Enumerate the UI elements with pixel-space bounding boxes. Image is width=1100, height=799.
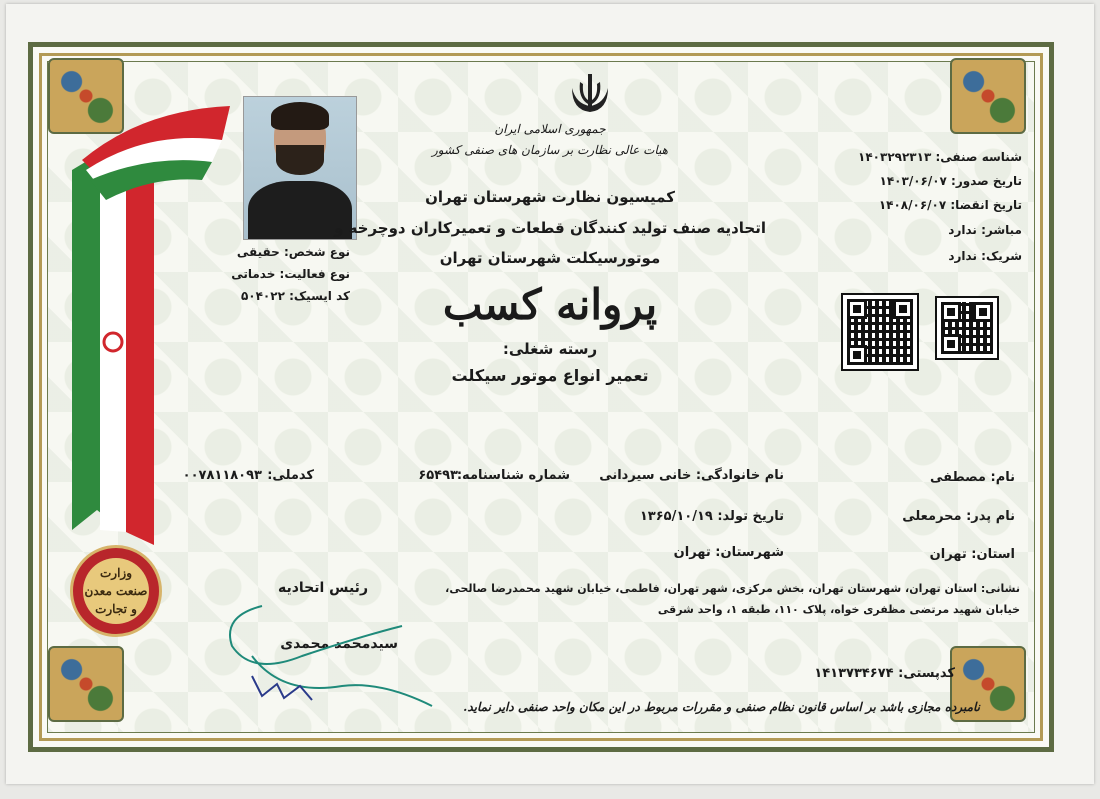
- qr-code-large: [843, 295, 917, 369]
- guild-id: شناسه صنفی: ۱۴۰۳۲۹۲۳۱۳: [858, 150, 1022, 164]
- id-number-label: شماره شناسنامه:: [456, 468, 570, 483]
- postal-code: کدپستی: ۱۴۱۳۷۳۴۶۷۴: [814, 666, 955, 681]
- board-text: هیات عالی نظارت بر سازمان های صنفی کشور: [431, 143, 669, 157]
- union-line-1: اتحادیه صنف تولید کنندگان قطعات و تعمیرکاران دوچرخه و: [333, 219, 767, 237]
- national-code: ۰۰۷۸۱۱۸۰۹۳: [182, 468, 262, 483]
- partner: شریک: ندارد: [948, 249, 1022, 263]
- address-line-2: خیابان شهید مرتضی مظفری خواه، پلاک ۱۱۰، طبقه ۱، واحد شرقی: [657, 603, 1020, 616]
- signature-role: رئیس اتحادیه: [277, 580, 368, 596]
- city: شهرستان: تهران: [673, 545, 784, 560]
- seal-line-3: و تجارت: [95, 602, 137, 616]
- category-value: تعمیر انواع موتور سیکلت: [451, 366, 649, 385]
- expiry-date: تاریخ انقضا: ۱۴۰۸/۰۶/۰۷: [878, 198, 1022, 212]
- commission-text: کمیسیون نظارت شهرستان تهران: [425, 188, 675, 206]
- id-number: ۶۵۴۹۳: [418, 468, 458, 483]
- holder-name: نام: مصطفی: [929, 470, 1015, 485]
- activity-type: نوع فعالیت: خدماتی: [231, 267, 350, 281]
- national-code-label: کدملی:: [267, 468, 314, 483]
- signature-name: سیدمحمد محمدی: [280, 636, 398, 652]
- qr-code-small: [937, 298, 997, 358]
- isic-code: کد ایسیک: ۵۰۴۰۲۲: [240, 289, 350, 303]
- issue-date: تاریخ صدور: ۱۴۰۳/۰۶/۰۷: [879, 174, 1022, 188]
- holder-family: نام خانوادگی: خانی سیردانی: [599, 468, 784, 483]
- flag-ribbon-icon: [62, 100, 232, 560]
- category-label: رسته شغلی:: [502, 340, 598, 358]
- seal-line-1: وزارت: [99, 566, 132, 580]
- address-line-1: نشانی: استان تهران، شهرستان تهران، بخش مرکزی، شهر تهران، فاطمی، خیابان شهید محمدرضا صالحی،: [445, 582, 1020, 595]
- father-name: نام پدر: محرمعلی: [902, 509, 1015, 524]
- province: استان: تهران: [929, 547, 1015, 562]
- republic-text: جمهوری اسلامی ایران: [494, 122, 606, 136]
- footer-note: نامبرده مجازی باشد بر اساس قانون نظام صنفی و مقررات مربوط در این مکان واحد صنفی دایر نماید.: [463, 700, 980, 714]
- certificate-title: پروانه کسب: [442, 280, 658, 329]
- iran-emblem-icon: [566, 68, 614, 116]
- ministry-seal: [70, 545, 162, 637]
- person-type: نوع شخص: حقیقی: [236, 245, 350, 259]
- union-line-2: موتورسیکلت شهرستان تهران: [439, 249, 661, 267]
- corner-ornament-bottom-left: [48, 646, 124, 722]
- seal-line-2: صنعت معدن: [84, 584, 148, 598]
- birth-date: تاریخ تولد: ۱۳۶۵/۱۰/۱۹: [639, 509, 784, 524]
- manager: مباشر: ندارد: [948, 223, 1022, 237]
- handwritten-signature-icon: [222, 596, 442, 726]
